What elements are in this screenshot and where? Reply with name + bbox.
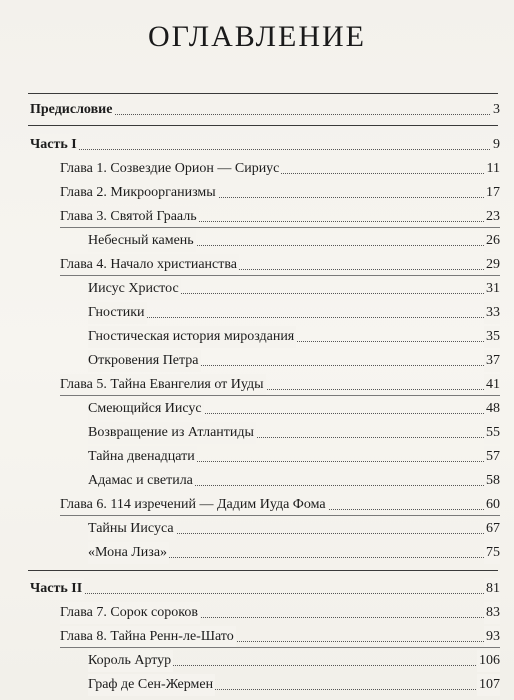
toc-page-number: 26: [484, 230, 500, 252]
toc-label: Глава 5. Тайна Евангелия от Иуды: [60, 374, 266, 396]
toc-page-number: 60: [484, 494, 500, 516]
chapter-underline: [60, 647, 500, 648]
toc-entry-part-2[interactable]: [30, 578, 500, 600]
toc-label: Глава 3. Святой Грааль: [60, 206, 199, 228]
toc-page-number: 81: [484, 578, 500, 600]
toc-page-number: 107: [477, 674, 500, 696]
toc-label: Небесный камень: [88, 230, 196, 252]
separator-top: [28, 93, 498, 94]
toc-entry-section[interactable]: [88, 326, 500, 348]
toc-label: Откровения Петра: [88, 350, 201, 372]
chapter-underline: [60, 515, 500, 516]
toc-label: Король Артур: [88, 650, 173, 672]
toc-entry-section[interactable]: [88, 398, 500, 420]
toc-entry-chapter-7[interactable]: [60, 602, 500, 624]
toc-label: «Мона Лиза»: [88, 542, 169, 564]
leader-dots: [30, 593, 500, 594]
toc-label: Глава 1. Созвездие Орион — Сириус: [60, 158, 281, 180]
toc-page-number: 55: [484, 422, 500, 444]
leader-dots: [30, 149, 500, 150]
toc-page-number: 106: [477, 650, 500, 672]
toc-page-number: 23: [484, 206, 500, 228]
toc-entry-chapter-3[interactable]: [60, 206, 500, 228]
toc-entry-section[interactable]: [88, 230, 500, 252]
toc-entry-section[interactable]: [88, 470, 500, 492]
toc-label: Тайна двенадцати: [88, 446, 197, 468]
toc-label: Адамас и светила: [88, 470, 195, 492]
toc-page-number: 17: [484, 182, 500, 204]
toc-label: Глава 7. Сорок сороков: [60, 602, 200, 624]
page-title: ОГЛАВЛЕНИЕ: [148, 20, 366, 53]
toc-entry-section[interactable]: [88, 650, 500, 672]
separator-part1: [28, 125, 498, 126]
chapter-underline: [60, 395, 500, 396]
toc-page-number: 3: [491, 99, 500, 121]
toc-entry-section[interactable]: [88, 278, 500, 300]
toc-label: Иисус Христос: [88, 278, 181, 300]
toc-page-number: 11: [485, 158, 500, 180]
toc-page-number: 33: [484, 302, 500, 324]
toc-entry-section[interactable]: [88, 350, 500, 372]
toc-entry-chapter-8[interactable]: [60, 626, 500, 648]
leader-dots: [88, 317, 500, 318]
toc-page-number: 93: [484, 626, 500, 648]
toc-page-number: 37: [484, 350, 500, 372]
toc-entry-part-1[interactable]: [30, 134, 500, 156]
toc-entry-preface[interactable]: [30, 99, 500, 121]
toc-label: Глава 8. Тайна Ренн-ле-Шато: [60, 626, 236, 648]
toc-entry-section[interactable]: [88, 446, 500, 468]
toc-label: Гностики: [88, 302, 147, 324]
toc-label: Гностическая история мироздания: [88, 326, 296, 348]
toc-label: Граф де Сен-Жермен: [88, 674, 215, 696]
toc-label: Часть I: [30, 134, 79, 156]
toc-entry-section[interactable]: [88, 542, 500, 564]
toc-label: Смеющийся Иисус: [88, 398, 204, 420]
toc-page-number: 83: [484, 602, 500, 624]
toc-page-number: 35: [484, 326, 500, 348]
toc-page-number: 29: [484, 254, 500, 276]
toc-entry-chapter-2[interactable]: [60, 182, 500, 204]
toc-label: Предисловие: [30, 99, 114, 121]
toc-label: Тайны Иисуса: [88, 518, 176, 540]
separator-part2: [28, 570, 498, 571]
toc-page-number: 31: [484, 278, 500, 300]
toc-entry-chapter-1[interactable]: [60, 158, 500, 180]
toc-page-number: 67: [484, 518, 500, 540]
toc-label: Глава 6. 114 изречений — Дадим Иуда Фома: [60, 494, 328, 516]
toc-entry-section[interactable]: [88, 302, 500, 324]
toc-entry-chapter-5[interactable]: [60, 374, 500, 396]
toc-entry-section[interactable]: [88, 518, 500, 540]
toc-label: Часть II: [30, 578, 84, 600]
chapter-underline: [60, 275, 500, 276]
toc-label: Возвращение из Атлантиды: [88, 422, 256, 444]
chapter-underline: [60, 227, 500, 228]
toc-label: Глава 4. Начало христианства: [60, 254, 239, 276]
toc-entry-section[interactable]: [88, 422, 500, 444]
toc-entry-chapter-6[interactable]: [60, 494, 500, 516]
toc-entry-chapter-4[interactable]: [60, 254, 500, 276]
toc-page-number: 58: [484, 470, 500, 492]
toc-label: Глава 2. Микроорганизмы: [60, 182, 218, 204]
toc-page-number: 41: [484, 374, 500, 396]
toc-page-number: 48: [484, 398, 500, 420]
toc-page-number: 9: [491, 134, 500, 156]
toc-page-number: 75: [484, 542, 500, 564]
toc-entry-section[interactable]: [88, 674, 500, 696]
toc-page-number: 57: [484, 446, 500, 468]
